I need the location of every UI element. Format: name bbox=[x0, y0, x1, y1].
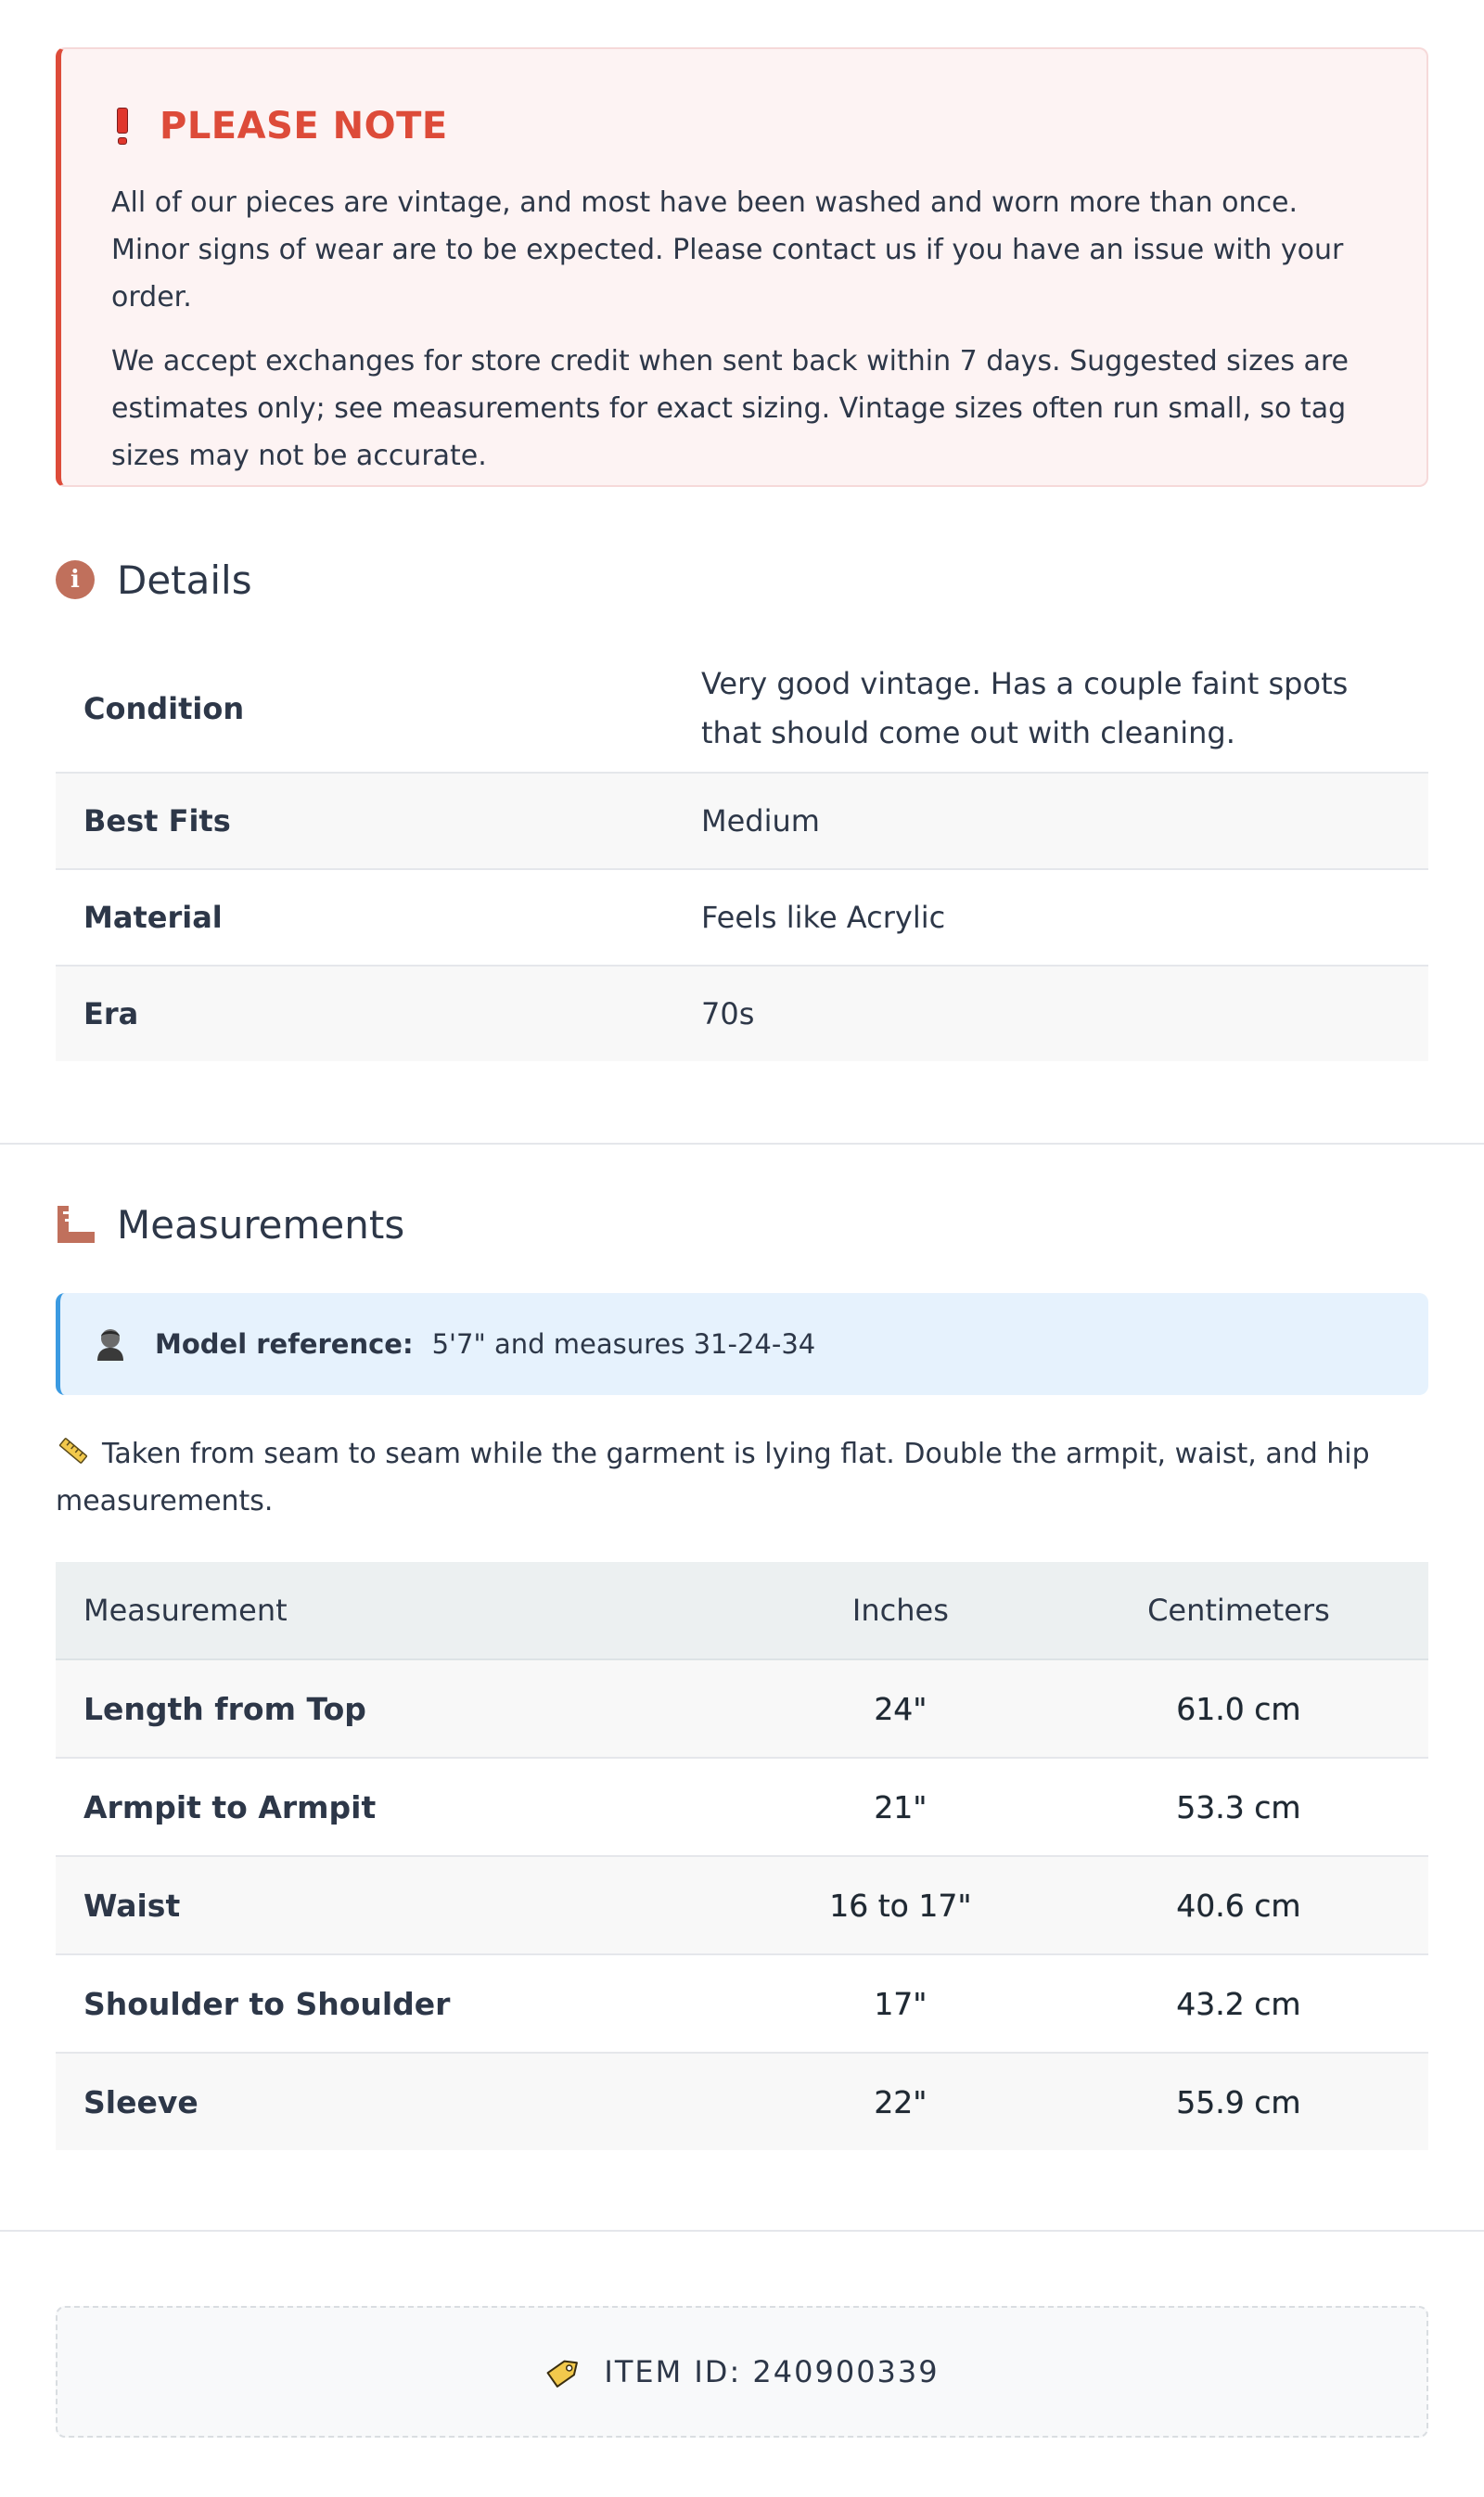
section-divider bbox=[0, 2230, 1484, 2232]
details-heading bbox=[56, 552, 1428, 608]
measurement-name: Waist bbox=[56, 1856, 752, 1954]
person-icon bbox=[94, 1325, 127, 1363]
details-row bbox=[56, 869, 1428, 966]
notice-title bbox=[111, 103, 1380, 149]
ruler-icon bbox=[56, 1204, 96, 1245]
details-value: Very good vintage. Has a couple faint spots that should come out with cleaning. bbox=[673, 646, 1428, 773]
table-row bbox=[56, 1954, 1428, 2053]
measurement-inches: 16 to 17" bbox=[752, 1856, 1049, 1954]
measurement-note-text: Taken from seam to seam while the garment is lying flat. Double the armpit, waist, and hip measurements. bbox=[56, 1438, 1370, 1517]
tag-icon bbox=[544, 2352, 583, 2391]
measurement-inches: 24" bbox=[752, 1659, 1049, 1758]
notice-paragraph-1: All of our pieces are vintage, and most have been washed and worn more than once. Minor signs of wear are to be expected. Please contact us if you have an issue with your order. bbox=[111, 186, 1344, 314]
pencil-icon bbox=[56, 1433, 91, 1468]
details-value: Feels like Acrylic bbox=[673, 869, 1428, 966]
notice-title-text: PLEASE NOTE bbox=[160, 105, 448, 147]
measurement-cm: 53.3 cm bbox=[1049, 1758, 1428, 1856]
measurement-name: Length from Top bbox=[56, 1659, 752, 1758]
details-row bbox=[56, 966, 1428, 1061]
notice-paragraph-2: We accept exchanges for store credit when sent back within 7 days. Suggested sizes are estimates only; see measurements for exact sizing. Vintage sizes often run small, so tag sizes may not be accurate. bbox=[111, 345, 1350, 472]
measurements-header-row bbox=[56, 1562, 1428, 1659]
details-key: Condition bbox=[56, 646, 673, 773]
table-row bbox=[56, 1659, 1428, 1758]
measurement-cm: 43.2 cm bbox=[1049, 1954, 1428, 2053]
details-value: Medium bbox=[673, 773, 1428, 869]
table-row bbox=[56, 1758, 1428, 1856]
model-reference-box bbox=[56, 1293, 1428, 1395]
column-header-inches: Inches bbox=[752, 1562, 1049, 1659]
details-key: Material bbox=[56, 869, 673, 966]
measurements-table bbox=[56, 1562, 1428, 2150]
measurement-inches: 21" bbox=[752, 1758, 1049, 1856]
details-table bbox=[56, 646, 1428, 1061]
measurement-name: Shoulder to Shoulder bbox=[56, 1954, 752, 2053]
model-reference-value: 5'7" and measures 31-24-34 bbox=[431, 1328, 816, 1360]
item-id-box bbox=[56, 2306, 1428, 2438]
column-header-centimeters: Centimeters bbox=[1049, 1562, 1428, 1659]
details-key: Era bbox=[56, 966, 673, 1061]
measurement-inches: 22" bbox=[752, 2053, 1049, 2150]
measurements-heading bbox=[56, 1197, 1428, 1252]
please-note-box bbox=[56, 47, 1428, 487]
measurement-cm: 40.6 cm bbox=[1049, 1856, 1428, 1954]
measurement-name: Sleeve bbox=[56, 2053, 752, 2150]
model-reference-label: Model reference: bbox=[155, 1328, 414, 1360]
section-divider bbox=[0, 1143, 1484, 1145]
exclamation-icon bbox=[117, 108, 128, 145]
measurement-note bbox=[56, 1430, 1428, 1525]
item-id-text: ITEM ID: 240900339 bbox=[604, 2354, 940, 2389]
column-header-measurement: Measurement bbox=[56, 1562, 752, 1659]
measurements-heading-text: Measurements bbox=[117, 1201, 405, 1248]
measurement-inches: 17" bbox=[752, 1954, 1049, 2053]
details-key: Best Fits bbox=[56, 773, 673, 869]
table-row bbox=[56, 1856, 1428, 1954]
info-icon: i bbox=[56, 560, 95, 599]
details-value: 70s bbox=[673, 966, 1428, 1061]
table-row bbox=[56, 2053, 1428, 2150]
measurement-cm: 61.0 cm bbox=[1049, 1659, 1428, 1758]
measurement-name: Armpit to Armpit bbox=[56, 1758, 752, 1856]
measurement-cm: 55.9 cm bbox=[1049, 2053, 1428, 2150]
details-row bbox=[56, 646, 1428, 773]
details-heading-text: Details bbox=[117, 557, 252, 603]
details-row bbox=[56, 773, 1428, 869]
